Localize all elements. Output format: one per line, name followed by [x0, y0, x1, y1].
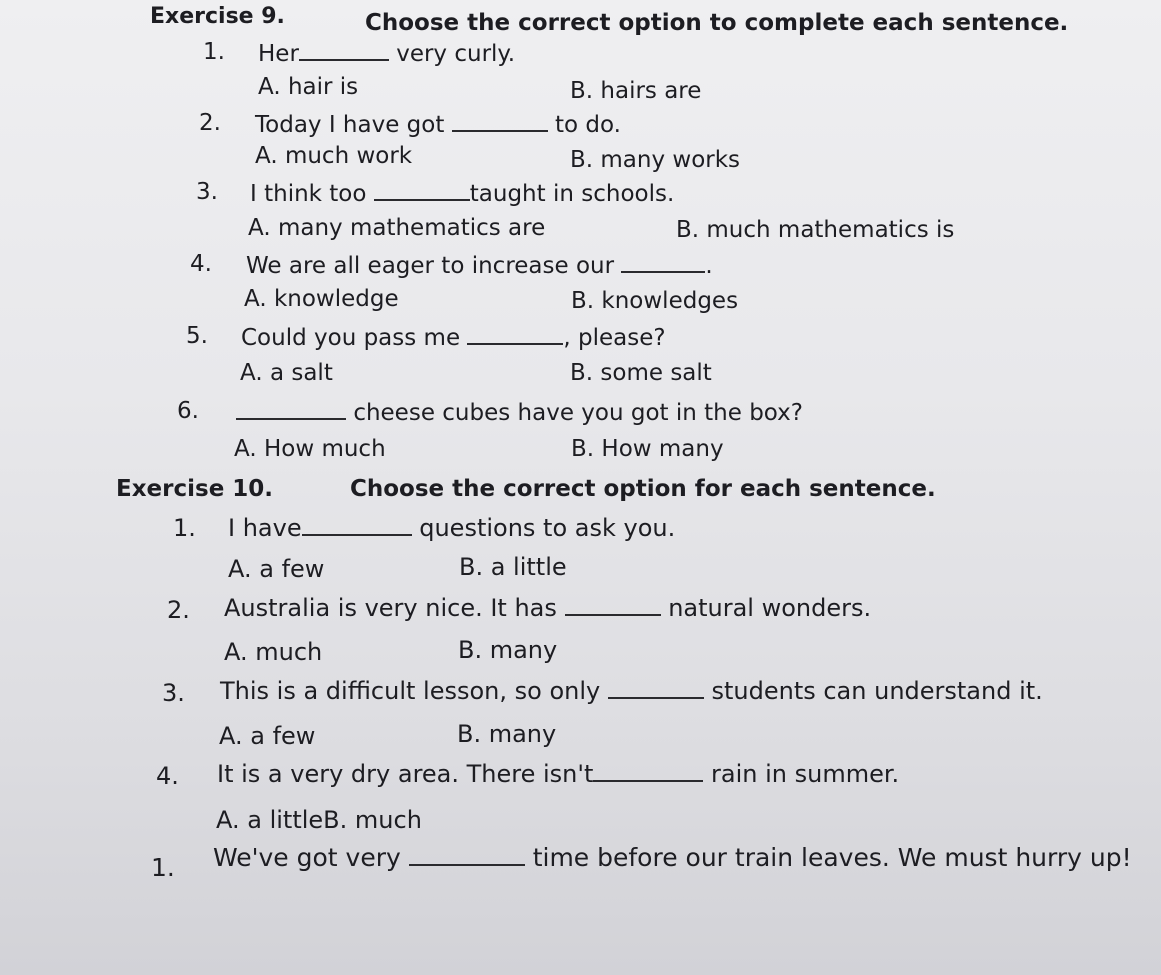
ex9-q5-number: 5. [186, 323, 208, 349]
answer-blank [236, 400, 346, 420]
answer-blank [608, 679, 704, 699]
ex10-q3-number: 3. [162, 679, 185, 707]
ex9-q1-number: 1. [203, 39, 225, 65]
ex9-q2-sentence: Today I have got to do. [255, 112, 621, 138]
ex9-q1-option-a: A. hair is [258, 74, 359, 100]
ex10-q1-option-a: A. a few [228, 555, 325, 583]
ex9-q1-sentence: Her very curly. [258, 41, 516, 67]
ex9-q5-sentence: Could you pass me , please? [241, 325, 666, 351]
ex10-q4-options: A. a littleB. much [216, 806, 422, 834]
answer-blank [374, 181, 470, 201]
answer-blank [593, 762, 703, 782]
ex9-q6-option-a: A. How much [234, 436, 386, 462]
exercise-10-title: Exercise 10. [116, 476, 274, 502]
answer-blank [452, 112, 548, 132]
ex9-q1-option-b: B. hairs are [570, 78, 702, 104]
answer-blank [565, 596, 661, 616]
answer-blank [467, 325, 563, 345]
ex9-q4-number: 4. [190, 251, 212, 277]
ex9-q3-sentence: I think too taught in schools. [250, 181, 675, 207]
ex10-q1-number: 1. [173, 514, 196, 542]
ex9-q3-option-a: A. many mathematics are [248, 215, 546, 241]
ex9-q4-option-a: A. knowledge [244, 286, 399, 312]
ex9-q6-number: 6. [177, 398, 199, 424]
ex10-q1-option-b: B. a little [459, 553, 567, 581]
exercise-9-title: Exercise 9. [150, 4, 285, 29]
ex9-q2-option-a: A. much work [255, 143, 413, 169]
ex9-q3-number: 3. [196, 179, 218, 205]
answer-blank [302, 516, 412, 536]
ex9-q3-option-b: B. much mathematics is [676, 217, 955, 243]
ex10-q5-sentence: We've got very time before our train leaves. We must hurry up! [213, 843, 1132, 872]
ex10-q3-option-a: A. a few [219, 722, 316, 750]
exercise-9-instruction: Choose the correct option to complete each sentence. [365, 10, 1069, 36]
ex9-q2-option-b: B. many works [570, 147, 741, 173]
ex9-q4-option-b: B. knowledges [571, 288, 739, 314]
ex10-q1-sentence: I have questions to ask you. [228, 514, 676, 542]
ex9-q6-option-b: B. How many [571, 436, 724, 462]
ex10-q2-option-a: A. much [224, 638, 323, 666]
ex10-q3-sentence: This is a difficult lesson, so only students can understand it. [220, 677, 1043, 705]
exercise-10-instruction: Choose the correct option for each sentence. [350, 476, 936, 502]
answer-blank [299, 41, 389, 61]
answer-blank [409, 846, 525, 866]
answer-blank [621, 253, 705, 273]
ex10-q5-number: 1. [151, 853, 175, 882]
ex9-q2-number: 2. [199, 110, 221, 136]
ex10-q3-option-b: B. many [457, 720, 557, 748]
ex9-q5-option-b: B. some salt [570, 360, 712, 386]
ex9-q5-option-a: A. a salt [240, 360, 333, 386]
ex10-q2-option-b: B. many [458, 636, 558, 664]
ex10-q2-sentence: Australia is very nice. It has natural wonders. [224, 594, 872, 622]
ex10-q4-sentence: It is a very dry area. There isn't rain in summer. [217, 760, 900, 788]
ex10-q4-number: 4. [156, 762, 179, 790]
ex10-q2-number: 2. [167, 596, 190, 624]
ex9-q4-sentence: We are all eager to increase our . [246, 253, 713, 279]
ex9-q6-sentence: cheese cubes have you got in the box? [236, 400, 803, 425]
